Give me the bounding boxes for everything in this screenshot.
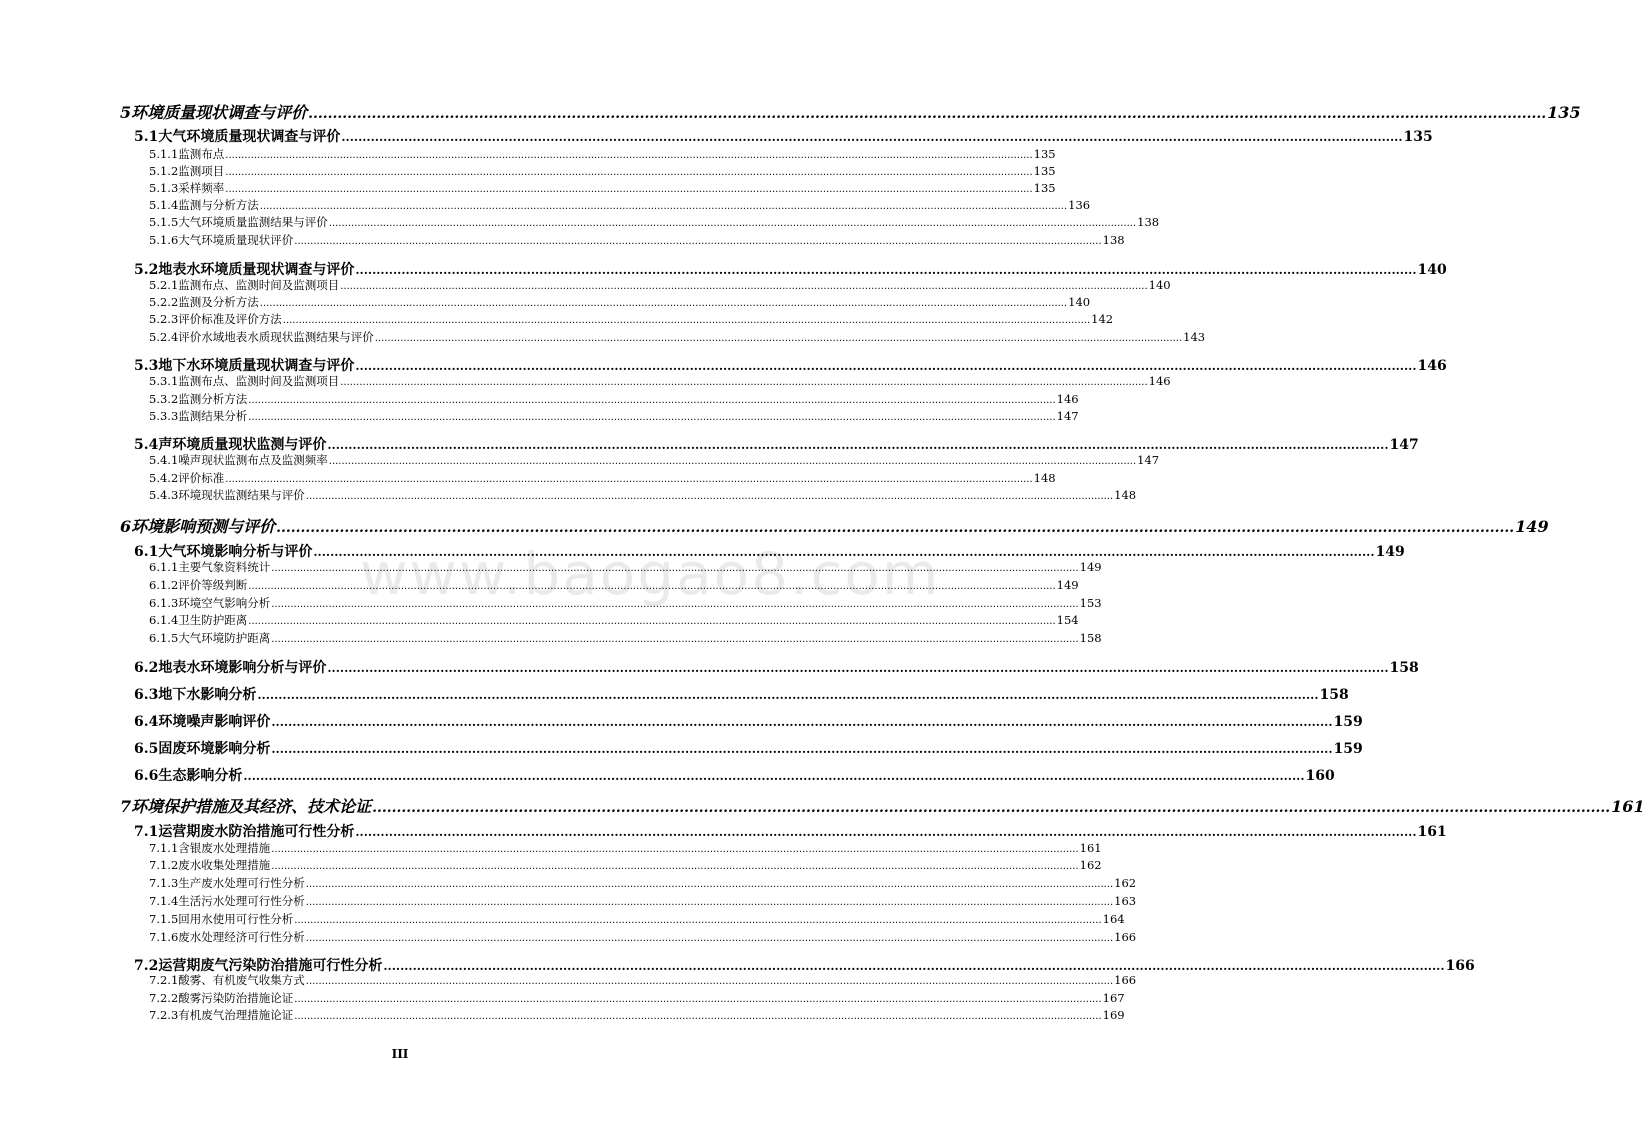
toc-entry-title: 环境质量现状调查与评价 (131, 103, 308, 122)
toc-leader-dots (355, 825, 1416, 839)
toc-entry-title: 大气环境质量现状调查与评价 (158, 129, 341, 145)
toc-leader-dots (294, 1011, 1101, 1022)
toc-entry-number: 5.3.3 (149, 409, 179, 423)
toc-entry-page: 169 (1102, 1008, 1125, 1022)
toc-entry-page: 143 (1183, 330, 1206, 344)
toc-entry-title: 大气环境质量现状评价 (178, 233, 294, 247)
toc-entry-title: 大气环境质量监测结果与评价 (178, 215, 328, 229)
toc-entry-title: 环境噪声影响评价 (158, 714, 271, 730)
toc-entry-title: 生产废水处理可行性分析 (178, 876, 305, 890)
toc-entry-title: 地下水影响分析 (158, 687, 257, 703)
toc-entry-page: 138 (1137, 215, 1160, 229)
toc-entry-page: 159 (1333, 741, 1363, 757)
toc-entry-page: 146 (1148, 374, 1171, 388)
toc-entry-level-3[interactable] (149, 577, 1079, 593)
toc-entry-title: 运营期废水防治措施可行性分析 (158, 824, 355, 840)
toc-entry-page: 158 (1319, 687, 1349, 703)
toc-entry-page: 140 (1068, 295, 1091, 309)
toc-entry-level-2[interactable] (134, 355, 1447, 375)
toc-entry-number: 5.3 (134, 358, 159, 374)
toc-entry-level-3[interactable] (149, 911, 1125, 927)
toc-entry-page: 135 (1547, 103, 1581, 122)
toc-leader-dots (329, 456, 1136, 467)
toc-entry-level-3[interactable] (149, 163, 1056, 179)
toc-entry-title: 大气环境影响分析与评价 (158, 544, 313, 560)
page-number: III (391, 1047, 409, 1061)
toc-entry-level-3[interactable] (149, 840, 1102, 856)
toc-entry-title: 生态影响分析 (158, 768, 243, 784)
toc-leader-dots (294, 994, 1101, 1005)
toc-entry-level-3[interactable] (149, 972, 1137, 988)
toc-leader-dots (271, 844, 1078, 855)
toc-entry-page: 149 (1079, 560, 1102, 574)
toc-entry-page: 135 (1033, 164, 1056, 178)
toc-entry-page: 163 (1114, 894, 1137, 908)
toc-entry-title: 主要气象资料统计 (178, 560, 271, 574)
toc-entry-level-2[interactable] (134, 738, 1363, 758)
toc-leader-dots (313, 545, 1374, 559)
toc-entry-number: 7.1.4 (149, 894, 179, 908)
toc-leader-dots (271, 715, 1332, 729)
toc-entry-number: 5.3.2 (149, 392, 179, 406)
toc-leader-dots (257, 688, 1318, 702)
toc-leader-dots (225, 184, 1032, 195)
toc-entry-title: 监测与分析方法 (178, 198, 259, 212)
toc-entry-title: 大气环境防护距离 (178, 631, 271, 645)
toc-entry-page: 161 (1079, 841, 1102, 855)
toc-entry-number: 6.6 (134, 768, 159, 784)
toc-leader-dots (341, 130, 1402, 144)
toc-leader-dots (329, 218, 1136, 229)
toc-entry-page: 162 (1079, 858, 1102, 872)
toc-entry-level-3[interactable] (149, 612, 1079, 628)
toc-entry-page: 142 (1091, 312, 1114, 326)
toc-entry-level-1[interactable] (120, 514, 1549, 536)
toc-entry-level-2[interactable] (134, 684, 1349, 704)
toc-leader-dots (225, 474, 1032, 485)
toc-entry-number: 5.1.6 (149, 233, 179, 247)
toc-entry-title: 环境保护措施及其经济、技术论证 (131, 797, 372, 816)
toc-leader-dots (243, 769, 1304, 783)
toc-entry-level-3[interactable] (149, 893, 1137, 909)
toc-entry-title: 回用水使用可行性分析 (178, 912, 294, 926)
toc-leader-dots (306, 933, 1113, 944)
toc-entry-page: 147 (1056, 409, 1079, 423)
toc-leader-dots (340, 377, 1147, 388)
toc-entry-page: 135 (1033, 181, 1056, 195)
toc-entry-title: 评价标准 (178, 471, 225, 485)
toc-entry-number: 7.2.2 (149, 991, 179, 1005)
toc-entry-level-1[interactable] (120, 794, 1645, 816)
toc-leader-dots (271, 742, 1332, 756)
toc-entry-title: 监测分析方法 (178, 392, 248, 406)
toc-leader-dots (308, 106, 1546, 122)
toc-entry-number: 6.2 (134, 660, 159, 676)
toc-entry-level-3[interactable] (149, 232, 1125, 248)
toc-entry-page: 147 (1389, 437, 1419, 453)
toc-entry-page: 149 (1056, 578, 1079, 592)
toc-entry-page: 140 (1417, 262, 1447, 278)
toc-entry-title: 监测及分析方法 (178, 295, 259, 309)
toc-entry-page: 161 (1611, 797, 1645, 816)
toc-entry-level-3[interactable] (149, 595, 1102, 611)
toc-entry-page: 135 (1403, 129, 1433, 145)
toc-entry-page: 158 (1389, 660, 1419, 676)
toc-entry-level-3[interactable] (149, 294, 1091, 310)
toc-entry-level-3[interactable] (149, 408, 1079, 424)
toc-entry-number: 7.2.1 (149, 973, 179, 987)
toc-entry-number: 5.2.3 (149, 312, 179, 326)
toc-leader-dots (306, 976, 1113, 987)
toc-entry-number: 5.2.1 (149, 278, 179, 292)
toc-entry-title: 卫生防护距离 (178, 613, 248, 627)
toc-entry-title: 废水收集处理措施 (178, 858, 271, 872)
toc-entry-page: 154 (1056, 613, 1079, 627)
toc-entry-page: 166 (1114, 973, 1137, 987)
toc-entry-title: 废水处理经济可行性分析 (178, 930, 305, 944)
toc-entry-level-3[interactable] (149, 559, 1102, 575)
toc-entry-number: 6 (120, 517, 132, 536)
toc-entry-level-3[interactable] (149, 470, 1056, 486)
toc-entry-page: 140 (1148, 278, 1171, 292)
toc-entry-title: 监测布点、监测时间及监测项目 (178, 374, 340, 388)
toc-entry-page: 147 (1137, 453, 1160, 467)
toc-leader-dots (225, 150, 1032, 161)
toc-entry-title: 酸雾污染防治措施论证 (178, 991, 294, 1005)
toc-entry-page: 167 (1102, 991, 1125, 1005)
toc-entry-title: 运营期废气污染防治措施可行性分析 (158, 958, 383, 974)
toc-entry-level-3[interactable] (149, 929, 1137, 945)
toc-entry-level-2[interactable] (134, 657, 1419, 677)
toc-entry-page: 162 (1114, 876, 1137, 890)
toc-leader-dots (260, 201, 1067, 212)
toc-entry-number: 7.1.6 (149, 930, 179, 944)
toc-entry-level-2[interactable] (134, 711, 1363, 731)
toc-entry-level-3[interactable] (149, 990, 1125, 1006)
toc-entry-title: 监测结果分析 (178, 409, 248, 423)
toc-entry-title: 评价标准及评价方法 (178, 312, 282, 326)
toc-entry-number: 5.1.4 (149, 198, 179, 212)
toc-leader-dots (355, 263, 1416, 277)
toc-entry-level-2[interactable] (134, 259, 1447, 279)
toc-entry-level-2[interactable] (134, 126, 1433, 146)
toc-entry-number: 6.4 (134, 714, 159, 730)
toc-entry-title: 环境空气影响分析 (178, 596, 271, 610)
toc-leader-dots (248, 412, 1055, 423)
toc-entry-level-3[interactable] (149, 180, 1056, 196)
toc-leader-dots (260, 298, 1067, 309)
toc-entry-number: 6.1.2 (149, 578, 179, 592)
toc-entry-level-3[interactable] (149, 214, 1160, 230)
toc-entry-title: 环境现状监测结果与评价 (178, 488, 305, 502)
toc-entry-number: 5.1.2 (149, 164, 179, 178)
toc-entry-title: 地表水环境质量现状调查与评价 (158, 262, 355, 278)
toc-leader-dots (294, 236, 1101, 247)
toc-entry-number: 5.3.1 (149, 374, 179, 388)
toc-entry-number: 6.3 (134, 687, 159, 703)
toc-leader-dots (276, 520, 1514, 536)
toc-leader-dots (340, 281, 1147, 292)
toc-entry-number: 6.1.5 (149, 631, 179, 645)
toc-entry-number: 6.1.3 (149, 596, 179, 610)
toc-entry-level-3[interactable] (149, 311, 1114, 327)
toc-entry-title: 声环境质量现状监测与评价 (158, 437, 327, 453)
toc-entry-title: 监测布点、监测时间及监测项目 (178, 278, 340, 292)
toc-entry-number: 7.1.5 (149, 912, 179, 926)
toc-entry-page: 146 (1417, 358, 1447, 374)
toc-entry-level-3[interactable] (149, 857, 1102, 873)
toc-entry-title: 监测布点 (178, 147, 225, 161)
toc-entry-title: 地下水环境质量现状调查与评价 (158, 358, 355, 374)
toc-entry-number: 7.1.1 (149, 841, 179, 855)
toc-entry-title: 噪声现状监测布点及监测频率 (178, 453, 328, 467)
toc-entry-page: 135 (1033, 147, 1056, 161)
toc-entry-title: 有机废气治理措施论证 (178, 1008, 294, 1022)
toc-entry-title: 酸雾、有机废气收集方式 (178, 973, 305, 987)
toc-leader-dots (327, 661, 1388, 675)
toc-entry-number: 5.4.1 (149, 453, 179, 467)
toc-leader-dots (306, 897, 1113, 908)
toc-entry-number: 5.4 (134, 437, 159, 453)
toc-leader-dots (383, 959, 1444, 973)
toc-entry-title: 含银废水处理措施 (178, 841, 271, 855)
toc-leader-dots (271, 599, 1078, 610)
toc-entry-title: 地表水环境影响分析与评价 (158, 660, 327, 676)
toc-entry-level-2[interactable] (134, 434, 1419, 454)
toc-entry-level-3[interactable] (149, 373, 1171, 389)
toc-entry-page: 146 (1056, 392, 1079, 406)
toc-entry-number: 5.2.2 (149, 295, 179, 309)
toc-leader-dots (372, 800, 1610, 816)
toc-entry-level-2[interactable] (134, 821, 1447, 841)
toc-entry-number: 7 (120, 797, 132, 816)
toc-entry-page: 148 (1114, 488, 1137, 502)
toc-leader-dots (271, 861, 1078, 872)
toc-entry-number: 6.1.4 (149, 613, 179, 627)
toc-entry-title: 采样频率 (178, 181, 225, 195)
toc-entry-title: 固废环境影响分析 (158, 741, 271, 757)
toc-leader-dots (248, 581, 1055, 592)
toc-entry-page: 164 (1102, 912, 1125, 926)
toc-entry-level-2[interactable] (134, 541, 1405, 561)
toc-leader-dots (355, 359, 1416, 373)
toc-entry-page: 136 (1068, 198, 1091, 212)
toc-entry-page: 153 (1079, 596, 1102, 610)
toc-entry-page: 148 (1033, 471, 1056, 485)
toc-leader-dots (294, 915, 1101, 926)
toc-entry-page: 166 (1445, 958, 1475, 974)
toc-entry-number: 5.1.3 (149, 181, 179, 195)
toc-entry-level-1[interactable] (120, 100, 1581, 122)
toc-entry-page: 158 (1079, 631, 1102, 645)
toc-leader-dots (327, 438, 1388, 452)
toc-entry-level-3[interactable] (149, 329, 1206, 345)
toc-leader-dots (248, 616, 1055, 627)
toc-entry-number: 6.5 (134, 741, 159, 757)
toc-entry-number: 5.1.1 (149, 147, 179, 161)
toc-entry-number: 5.2 (134, 262, 159, 278)
toc-entry-number: 5.1 (134, 129, 159, 145)
toc-entry-number: 5.4.2 (149, 471, 179, 485)
toc-entry-number: 5.4.3 (149, 488, 179, 502)
toc-entry-level-3[interactable] (149, 452, 1160, 468)
toc-entry-number: 7.2 (134, 958, 159, 974)
toc-leader-dots (271, 634, 1078, 645)
toc-entry-page: 160 (1305, 768, 1335, 784)
toc-leader-dots (283, 315, 1090, 326)
toc-entry-number: 7.1.2 (149, 858, 179, 872)
toc-entry-level-2[interactable] (134, 765, 1335, 785)
toc-leader-dots (248, 395, 1055, 406)
watermark: www.baogao8.com (360, 540, 941, 608)
toc-entry-title: 生活污水处理可行性分析 (178, 894, 305, 908)
toc-entry-level-3[interactable] (149, 146, 1056, 162)
toc-entry-level-3[interactable] (149, 875, 1137, 891)
toc-entry-level-3[interactable] (149, 391, 1079, 407)
toc-entry-title: 环境影响预测与评价 (131, 517, 276, 536)
toc-leader-dots (306, 491, 1113, 502)
toc-entry-level-3[interactable] (149, 487, 1137, 503)
toc-entry-number: 5.1.5 (149, 215, 179, 229)
toc-leader-dots (375, 333, 1182, 344)
toc-entry-page: 149 (1375, 544, 1405, 560)
toc-entry-page: 138 (1102, 233, 1125, 247)
toc-entry-page: 161 (1417, 824, 1447, 840)
toc-entry-number: 6.1.1 (149, 560, 179, 574)
toc-entry-number: 6.1 (134, 544, 159, 560)
toc-entry-level-3[interactable] (149, 1007, 1125, 1023)
toc-entry-number: 7.2.3 (149, 1008, 179, 1022)
toc-entry-level-3[interactable] (149, 197, 1091, 213)
toc-leader-dots (225, 167, 1032, 178)
toc-entry-page: 149 (1515, 517, 1549, 536)
toc-entry-title: 评价等级判断 (178, 578, 248, 592)
toc-entry-title: 评价水域地表水质现状监测结果与评价 (178, 330, 374, 344)
toc-leader-dots (271, 563, 1078, 574)
toc-entry-number: 5 (120, 103, 132, 122)
toc-entry-level-3[interactable] (149, 630, 1102, 646)
toc-entry-page: 166 (1114, 930, 1137, 944)
toc-entry-number: 7.1.3 (149, 876, 179, 890)
toc-leader-dots (306, 879, 1113, 890)
toc-entry-page: 159 (1333, 714, 1363, 730)
toc-entry-number: 5.2.4 (149, 330, 179, 344)
toc-entry-title: 监测项目 (178, 164, 225, 178)
toc-entry-number: 7.1 (134, 824, 159, 840)
toc-entry-level-3[interactable] (149, 277, 1171, 293)
